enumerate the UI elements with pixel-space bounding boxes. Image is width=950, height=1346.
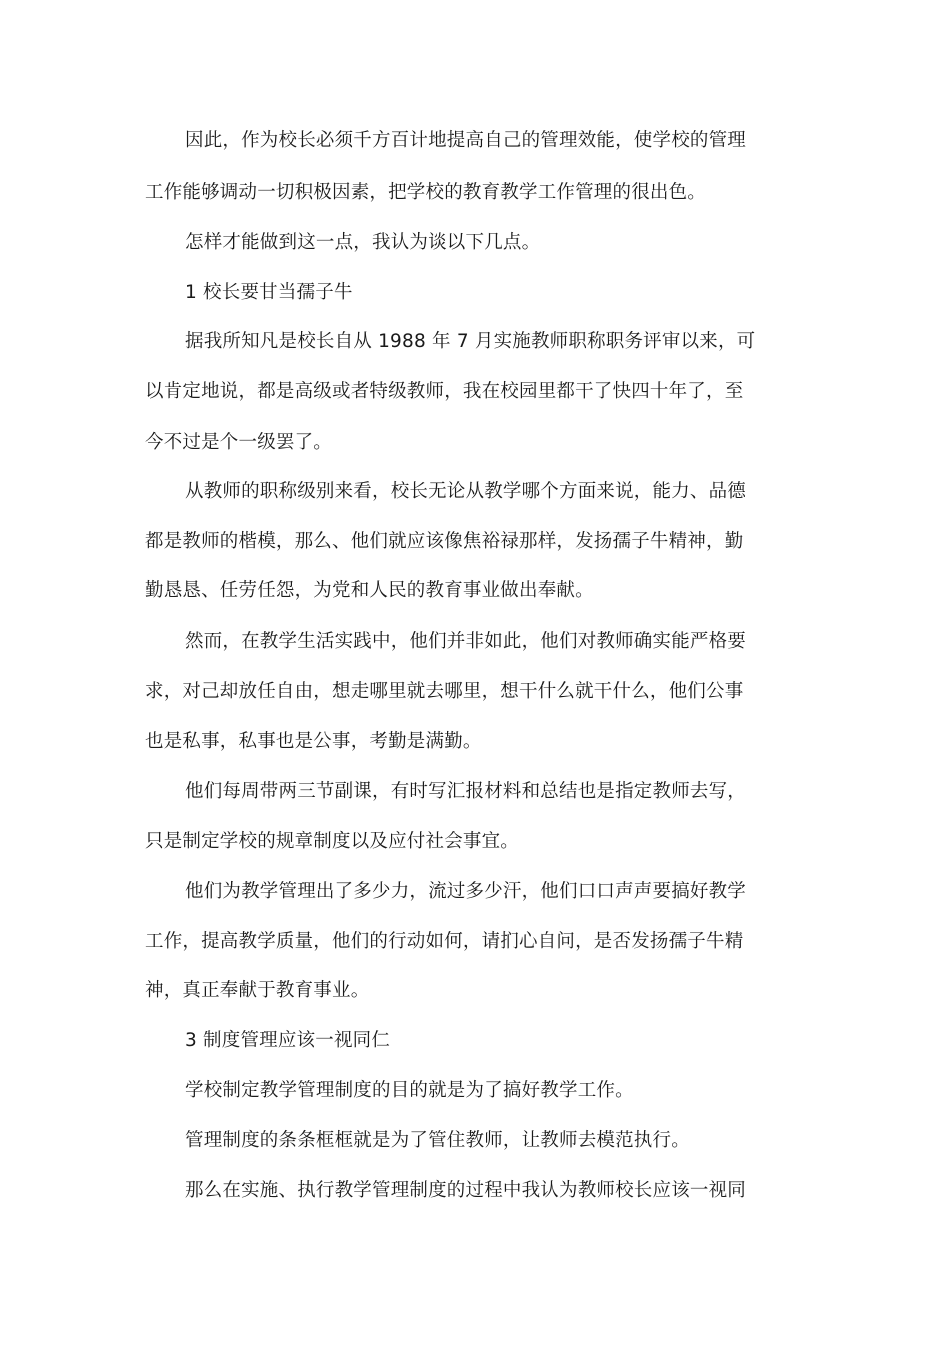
paragraph-line: 今不过是个一级罢了。 <box>145 432 333 453</box>
paragraph-line: 都是教师的楷模，那么、他们就应该像焦裕禄那样，发扬孺子牛精神，勤 <box>145 531 744 552</box>
section-heading: 3 制度管理应该一视同仁 <box>185 1030 391 1051</box>
paragraph-line: 从教师的职称级别来看，校长无论从教学哪个方面来说，能力、品德 <box>185 481 747 502</box>
paragraph-line: 他们每周带两三节副课，有时写汇报材料和总结也是指定教师去写， <box>185 781 747 802</box>
paragraph-line: 勤恳恳、任劳任怨，为党和人民的教育事业做出奉献。 <box>145 580 594 601</box>
paragraph-line: 工作，提高教学质量，他们的行动如何，请扪心自问，是否发扬孺子牛精 <box>145 931 744 952</box>
paragraph-line: 据我所知凡是校长自从 1988 年 7 月实施教师职称职务评审以来，可 <box>185 331 756 352</box>
paragraph-line: 怎样才能做到这一点，我认为谈以下几点。 <box>185 232 541 253</box>
paragraph-line: 因此，作为校长必须千方百计地提高自己的管理效能，使学校的管理 <box>185 130 747 151</box>
paragraph-line: 以肯定地说，都是高级或者特级教师，我在校园里都干了快四十年了，至 <box>145 381 744 402</box>
paragraph-line: 学校制定教学管理制度的目的就是为了搞好教学工作。 <box>185 1080 634 1101</box>
paragraph-line: 神，真正奉献于教育事业。 <box>145 980 370 1001</box>
section-heading: 1 校长要甘当孺子牛 <box>185 282 353 303</box>
paragraph-line: 也是私事，私事也是公事，考勤是满勤。 <box>145 731 482 752</box>
paragraph-line: 然而，在教学生活实践中，他们并非如此，他们对教师确实能严格要 <box>185 631 747 652</box>
paragraph-line: 管理制度的条条框框就是为了管住教师，让教师去模范执行。 <box>185 1130 690 1151</box>
paragraph-line: 求，对己却放任自由，想走哪里就去哪里，想干什么就干什么，他们公事 <box>145 681 744 702</box>
paragraph-line: 工作能够调动一切积极因素，把学校的教育教学工作管理的很出色。 <box>145 182 707 203</box>
paragraph-line: 只是制定学校的规章制度以及应付社会事宜。 <box>145 831 520 852</box>
paragraph-line: 他们为教学管理出了多少力，流过多少汗，他们口口声声要搞好教学 <box>185 881 747 902</box>
paragraph-line: 那么在实施、执行教学管理制度的过程中我认为教师校长应该一视同 <box>185 1180 747 1201</box>
